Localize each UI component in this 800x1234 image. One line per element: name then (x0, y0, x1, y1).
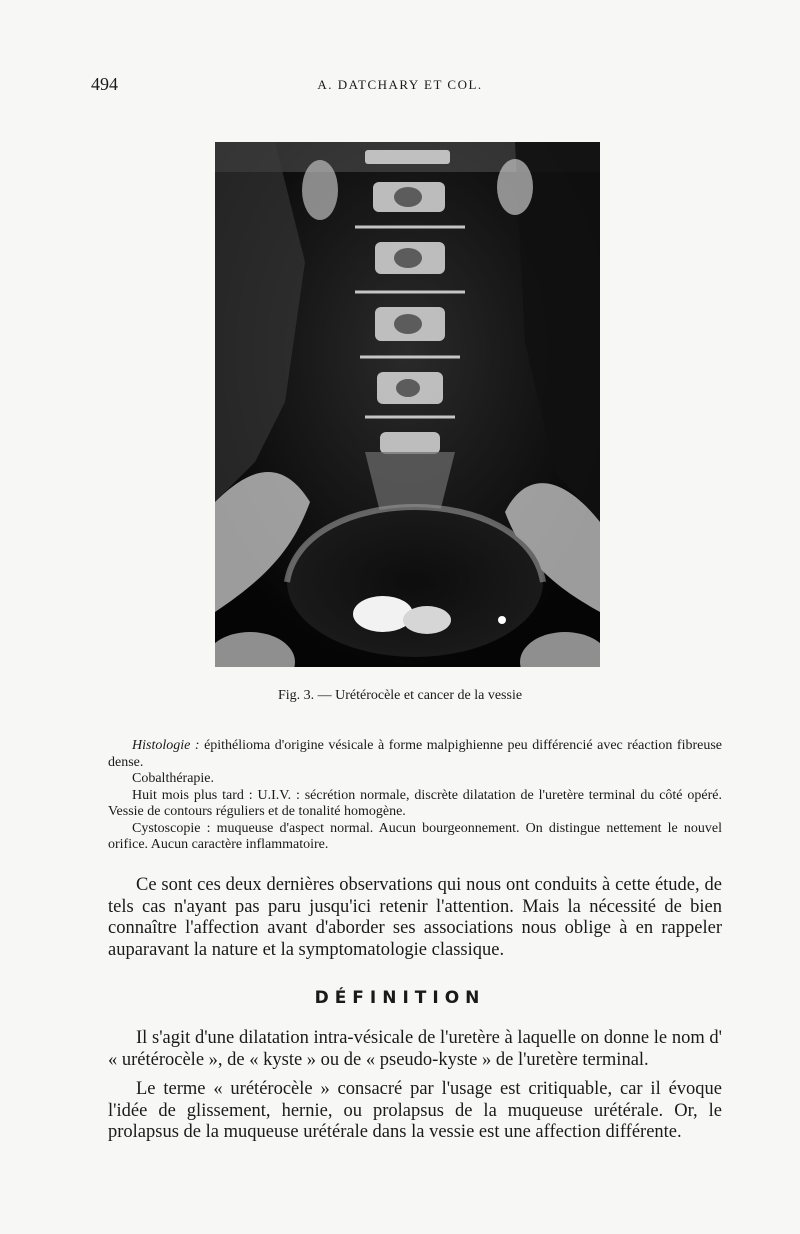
note-histologie: Histologie : épithélioma d'origine vésicale à forme malpighienne peu différencié avec réaction fibreuse dense. (108, 738, 722, 770)
note-uiv: Huit mois plus tard : U.I.V. : sécrétion normale, discrète dilatation de l'uretère terminal du côté opéré. Vessie de contours réguliers et de tonalité homogène. (108, 787, 722, 819)
xray-image (215, 142, 600, 667)
note-label: Histologie : (132, 738, 200, 753)
paragraph: Il s'agit d'une dilatation intra-vésicale de l'uretère à laquelle on donne le nom d' « urétérocèle », de « kyste » ou de « pseudo-kyste » de l'uretère terminal. (108, 1028, 722, 1070)
section-title: DÉFINITION (314, 988, 486, 1008)
xray-figure (215, 142, 600, 667)
note-cobalt: Cobalthérapie. (132, 771, 215, 786)
note-cystoscopie: Cystoscopie : muqueuse d'aspect normal. Aucun bourgeonnement. On distingue nettement le nouvel orifice. Aucun caractère inflammatoire. (108, 820, 722, 852)
running-head: A. DATCHARY ET COL. (317, 77, 483, 92)
page-header (0, 74, 800, 98)
definition-section (108, 1028, 722, 1152)
clinical-notes (108, 738, 722, 854)
paragraph: Ce sont ces deux dernières observations qui nous ont conduits à cette étude, de tels cas n'ayant pas paru jusqu'ici retenir l'attention. Mais la nécessité de bien connaître l'affection avant d'aborder ses associations nous oblige à en rappeler auparavant la nature et la symptomatologie classique. (108, 875, 722, 960)
body-intro (108, 875, 722, 969)
page-number: 494 (91, 74, 118, 94)
figure-caption: Fig. 3. — Urétérocèle et cancer de la vessie (277, 688, 523, 703)
paragraph: Le terme « urétérocèle » consacré par l'usage est critiquable, car il évoque l'idée de glissement, hernie, ou prolapsus de la muqueuse urétérale. Or, le prolapsus de la muqueuse urétérale dans la vessie est une affection différente. (108, 1079, 722, 1142)
